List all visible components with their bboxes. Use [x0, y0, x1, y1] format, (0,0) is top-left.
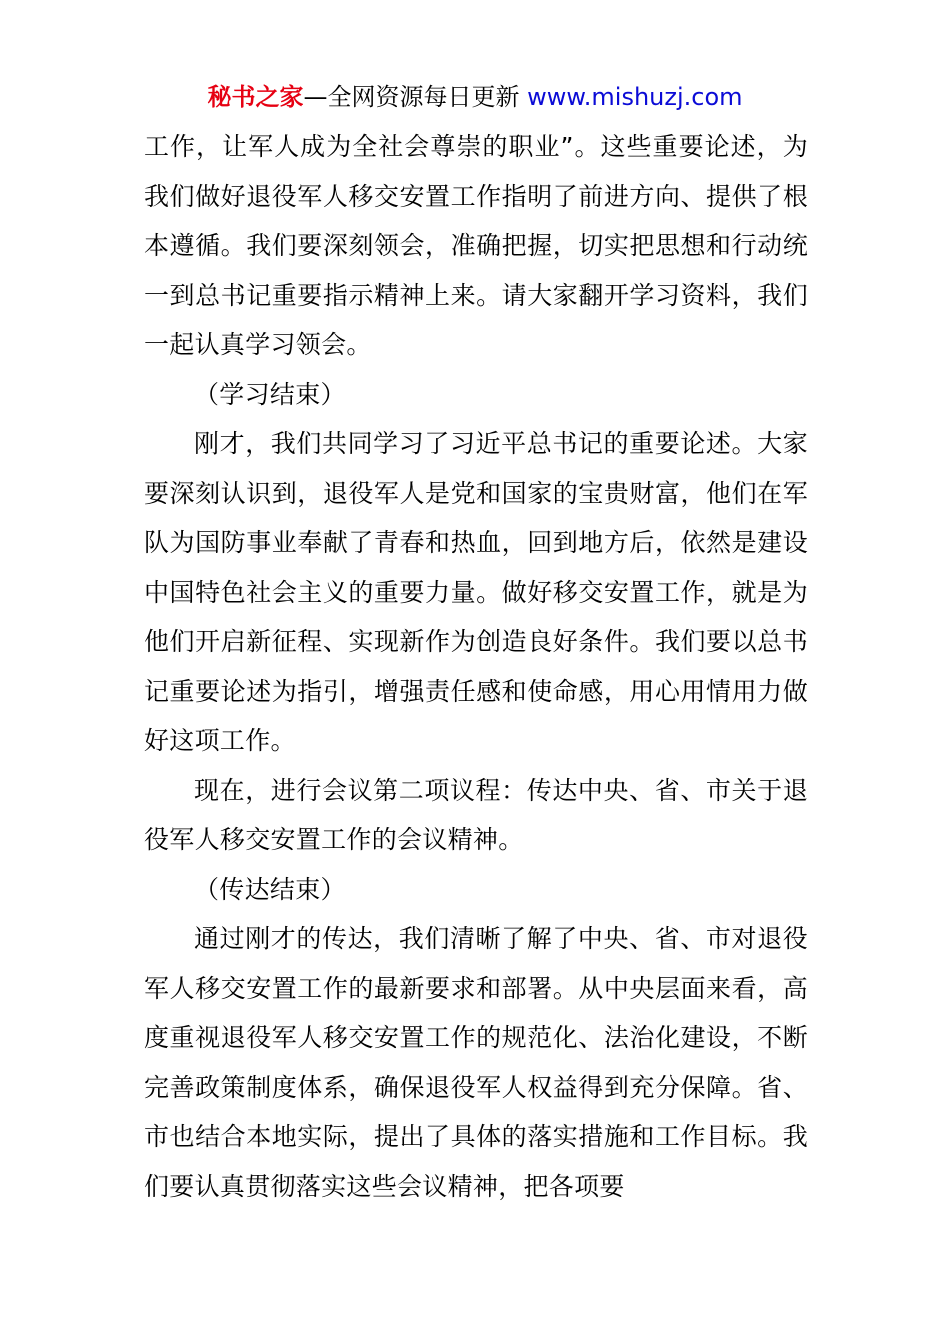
- site-brand: 秘书之家: [207, 83, 304, 111]
- document-body: [144, 122, 808, 1211]
- paragraph-study-summary: 刚才，我们共同学习了习近平总书记的重要论述。大家要深刻认识到，退役军人是党和国家的宝贵财富，他们在军队为国防事业奉献了青春和热血，回到地方后，依然是建设中国特色社会主义的重要力量。做好移交安置工作，就是为他们开启新征程、实现新作为创造良好条件。我们要以总书记重要论述为指引，增强责任感和使命感，用心用情用力做好这项工作。: [144, 429, 808, 755]
- paragraph-relay-summary: 通过刚才的传达，我们清晰了解了中央、省、市对退役军人移交安置工作的最新要求和部署。从中央层面来看，高度重视退役军人移交安置工作的规范化、法治化建设，不断完善政策制度体系，确保退役军人权益得到充分保障。省、市也结合本地实际，提出了具体的落实措施和工作目标。我们要认真贯彻落实这些会议精神，把各项要: [144, 924, 808, 1201]
- site-url-link[interactable]: www.mishuzj.com: [527, 83, 743, 111]
- site-tagline: —全网资源每日更新: [303, 83, 520, 111]
- paragraph-relay-end-note: （传达结束）: [194, 874, 346, 904]
- paragraph-study-end-note: （学习结束）: [194, 379, 346, 409]
- paragraph-agenda-item-two: 现在，进行会议第二项议程：传达中央、省、市关于退役军人移交安置工作的会议精神。: [144, 775, 808, 854]
- site-header: [0, 80, 950, 114]
- paragraph-continued: 工作，让军人成为全社会尊崇的职业”。这些重要论述，为我们做好退役军人移交安置工作指明了前进方向、提供了根本遵循。我们要深刻领会，准确把握，切实把思想和行动统一到总书记重要指示精神上来。请大家翻开学习资料，我们一起认真学习领会。: [144, 132, 808, 359]
